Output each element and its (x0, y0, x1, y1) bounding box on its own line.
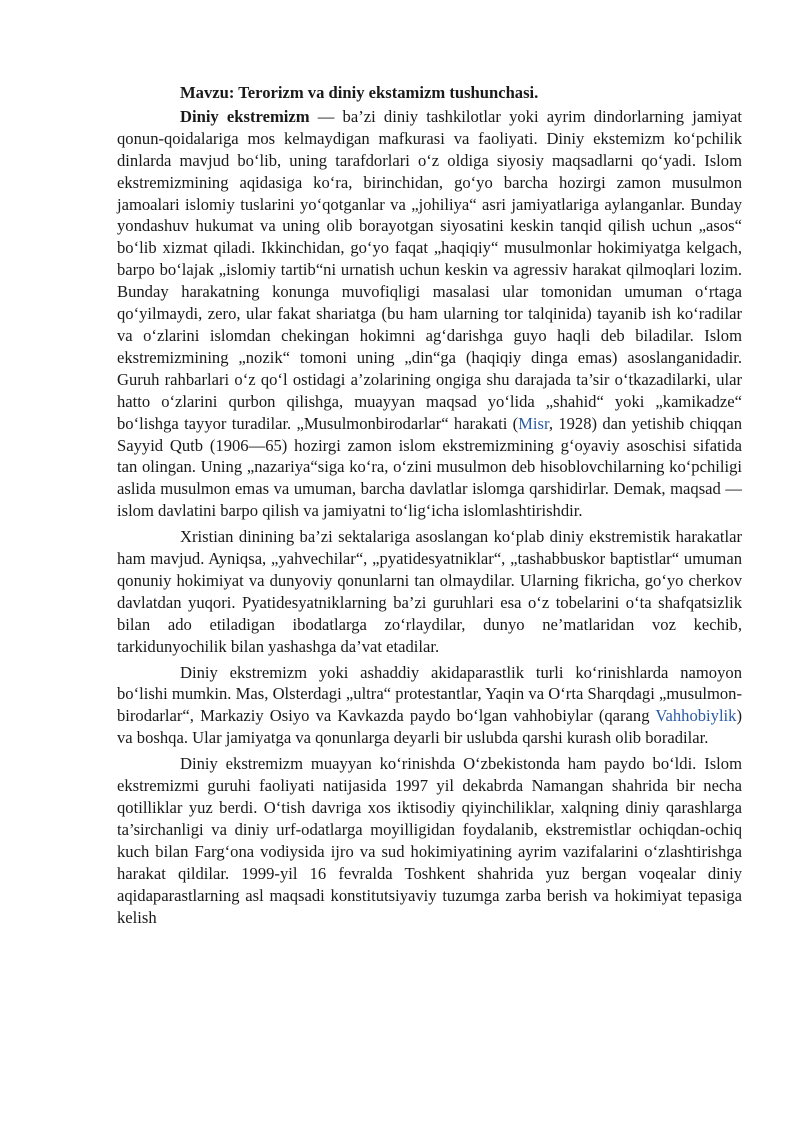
paragraph-text: ) va boshqa. Ular jamiyatga va qonunlarga deyarli bir uslubda qarshi kurash olib boradilar. (117, 706, 742, 748)
paragraph-uzbekistan: Diniy ekstremizm muayyan ko‘rinishda O‘zbekistonda ham paydo bo‘ldi. Islom ekstremizmi guruhi faoliyati natijasida 1997 yil dekabrda Namangan shahrida bir necha qotilliklar yuz berdi. O‘tish davriga xos iktisodiy qiyinchiliklar, xalqning diniy qarashlarga ta’sirchanligi va diniy urf-odatlarga moyilligidan foydalanib, ekstremistlar ochiqdan-ochiq kuch bilan Farg‘ona vodiysida ijro va sud hokimiyatining ayrim vazifalarini o‘zlashtirishga harakat qildilar. 1999-yil 16 fevralda Toshkent shahrida yuz bergan voqealar diniy aqidaparastlarning asl maqsadi konstitutsiyaviy tuzumga zarba berish va hokimiyat tepasiga kelish (117, 754, 742, 927)
document-title: Mavzu: Terorizm va diniy ekstamizm tushunchasi. (180, 83, 539, 102)
link-misr[interactable]: Misr (518, 413, 549, 433)
paragraph-diniy-ekstremizm-definition (117, 106, 742, 522)
paragraph-text: — ba’zi diniy tashkilotlar yoki ayrim dindorlarning jamiyat qonun-qoidalariga mos kelmaydigan mafkurasi va faoliyati. Diniy ekstemizm ko‘pchilik dinlarda mavjud bo‘lib, uning tarafdorlari o‘z oldiga siyosiy maqsadlarni qo‘yadi. Islom ekstremizmining aqidasiga ko‘ra, birinchidan, go‘yo barcha hozirgi zamon musulmon jamoalari islomiy tuslarini yo‘qotganlar va „johiliya“ asri jamiyatlariga aylanganlar. Bunday yondashuv hukumat va uning olib borayotgan siyosatini keskin tanqid qilish uchun „asos“ bo‘lib xizmat qiladi. Ikkinchidan, go‘yo faqat „haqiqiy“ musulmonlar hokimiyatga kelgach, barpo bo‘lajak „islomiy tartib“ni urnatish uchun keskin va agressiv harakat qilmoqlari lozim. Bunday harakatning konunga muvofiqligi masalasi ular tomonidan umuman o‘rtaga qo‘yilmaydi, zero, ular fakat shariatga (bu ham ularning tor talqinida) tayanib ish ko‘radilar va o‘zlarini islomdan chekingan hokimni ag‘darishga guyo haqli deb biladilar. Islom ekstremizmining „nozik“ tomoni uning „din“ga (haqiqiy dinga emas) asoslanganidadir. Guruh rahbarlari o‘z qo‘l ostidagi a’zolarining ongiga shu darajada ta’sir o‘tkazadilarki, ular hatto o‘zlarini qurbon qilishga, muayyan maqsad yo‘lida „shahid“ yoki „kamikadze“ bo‘lishga tayyor turadilar. „Musulmonbirodarlar“ harakati ( (117, 106, 742, 433)
paragraph-christian-sects: Xristian dinining ba’zi sektalariga asoslangan ko‘plab diniy ekstremistik harakatlar ham mavjud. Ayniqsa, „yahvechilar“, „pyatidesyatniklar“, „tashabbuskor baptistlar“ umuman qonuniy hokimiyat va dunyoviy qonunlarni tan olmaydilar. Ularning fikricha, go‘yo cherkov davlatdan yuqori. Pyatidesyatniklarning ba’zi guruhlari esa o‘z tobelarini o‘ta shafqatsizlik bilan ado etiladigan ibodatlarga zo‘rlaydilar, dunyo ne’matlaridan voz kechib, tarkidunyochilik bilan yashashga da’vat etadilar. (117, 527, 742, 656)
document-page (117, 82, 742, 932)
link-vahhobiylik[interactable]: Vahhobiylik (655, 706, 737, 726)
paragraph-text: Diniy ekstremizm yoki ashaddiy akidaparastlik turli ko‘rinishlarda namoyon bo‘lishi mumkin. Mas, Olsterdagi „ultra“ protestantlar, Yaqin va O‘rta Sharqdagi „musulmon-birodarlar“, Markaziy Osiyo va Kavkazda paydo bo‘lgan vahhobiylar (qarang (117, 662, 742, 726)
paragraph-forms-of-extremism (117, 662, 742, 750)
paragraph-text: , 1928) dan yetishib chiqqan Sayyid Qutb (1906—65) hozirgi zamon islom ekstremizmining g‘oyaviy asoschisi sifatida tan olingan. Uning „nazariya“siga ko‘ra, o‘zini musulmon deb hisoblovchilarning ko‘pchiligi aslida musulmon emas va umuman, barcha davlatlar islomga qarshidirlar. Demak, maqsad — islom davlatini barpo qilish va jamiyatni to‘lig‘icha islomlashtirishdir. (117, 413, 742, 521)
defined-term: Diniy ekstremizm (180, 106, 310, 126)
